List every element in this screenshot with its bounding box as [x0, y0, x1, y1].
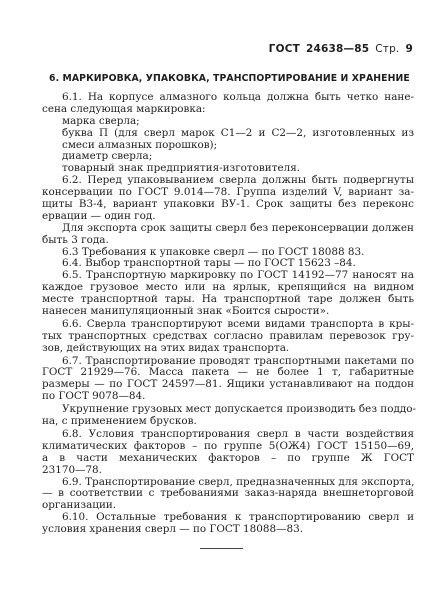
- text-line: диаметр сверла;: [62, 150, 153, 163]
- paragraph-6-7: [42, 356, 414, 404]
- paragraph-enlargement: [42, 403, 417, 428]
- text-line: товарный знак предприятия-изготовителя.: [62, 162, 301, 175]
- text-line: по ГОСТ 9078—84.: [42, 390, 146, 403]
- paragraph-6-6: [42, 319, 414, 355]
- text-line: Укрупнение грузовых мест допускается производить без поддо-: [62, 403, 417, 416]
- text-line: 6.4. Выбор транспортной тары — по ГОСТ 15623 –84.: [62, 257, 356, 270]
- paragraph-marking-letter: [42, 128, 414, 152]
- paragraph-6-5: [42, 270, 414, 318]
- text-line: смеси алмазных порошков);: [62, 138, 218, 151]
- text-line: консервации по ГОСТ 9.014—78. Группа изделий V, вариант за-: [42, 186, 414, 199]
- paragraph-6-9: [42, 477, 414, 513]
- text-line: климатических факторов – по группе 5(ОЖ4) ГОСТ 15150—69,: [42, 439, 414, 452]
- text-line: марка сверла;: [62, 114, 140, 127]
- paragraph-6-8: [42, 429, 414, 477]
- text-line: Для экспорта срок защиты сверл без переконсервации должен: [62, 221, 414, 234]
- header-page-number: 9: [405, 43, 413, 55]
- text-line: а в части механических факторов – по группе Ж ГОСТ: [42, 451, 414, 464]
- text-line: тых транспортных средствах согласно правилам перевозок гру-: [42, 329, 414, 342]
- paragraph-6-10: [42, 512, 414, 536]
- text-line: 6.5. Транспортную маркировку по ГОСТ 14192—77 наносят на: [62, 269, 414, 282]
- text-line: 6.6. Сверла транспортируют всеми видами транспорта в кры-: [62, 317, 414, 330]
- text-line: зов, действующих на этих видах транспорта.: [42, 341, 290, 354]
- text-line: организации.: [42, 499, 117, 512]
- text-line: размеры — по ГОСТ 24597—81. Ящики устанавливают на поддон: [42, 378, 414, 391]
- text-line: месте транспортной тары. На транспортной таре должен быть: [42, 293, 414, 306]
- body-text: [42, 91, 417, 536]
- text-line: 6.3 Требования к упаковке сверл — по ГОСТ 18088 83.: [62, 245, 365, 258]
- paragraph-6-2: [42, 175, 414, 223]
- text-line: 6.1. На корпусе алмазного кольца должна быть четко нане-: [62, 91, 414, 103]
- running-header: [263, 43, 413, 55]
- text-line: ервации — один год.: [42, 209, 156, 222]
- text-line: каждое грузовое место или на ярлык, крепящийся на видном: [42, 281, 414, 294]
- text-line: 6.7. Транспортирование проводят транспортными пакетами по: [62, 354, 414, 367]
- text-line: быть 3 года.: [42, 233, 109, 246]
- header-page-label: Стр.: [375, 43, 400, 55]
- text-line: — в соответствии с требованиями заказ-наряда внешнеторговой: [42, 487, 414, 500]
- text-line: сена следующая маркировка:: [42, 102, 206, 115]
- text-line: 23170—78.: [42, 463, 102, 476]
- text-line: нанесен манипуляционный знак «Боится сырости».: [42, 305, 330, 318]
- header-standard: ГОСТ: [268, 43, 300, 55]
- section-title: 6. МАРКИРОВКА, УПАКОВКА, ТРАНСПОРТИРОВАНИЕ И ХРАНЕНИЕ: [49, 73, 410, 84]
- paragraph-6-1: [42, 92, 414, 116]
- end-divider: [200, 548, 243, 549]
- text-line: 6.9. Транспортирование сверл, предназначенных для экспорта,: [62, 475, 415, 488]
- paragraph-export-protection: [42, 223, 414, 247]
- text-line: на, с применением брусков.: [42, 415, 197, 428]
- text-line: буква П (для сверл марок С1—2 и С2—2, изготовленных из: [62, 126, 414, 139]
- text-line: 6.8. Условия транспортирования сверл в части воздействия: [62, 427, 414, 440]
- text-line: щиты В3-4, вариант упаковки ВУ-1. Срок защиты без переконс: [42, 198, 414, 211]
- text-line: 6.10. Остальные требования к транспортированию сверл и: [62, 511, 414, 524]
- text-line: 6.2. Перед упаковыванием сверла должны быть подвергнуты: [62, 174, 414, 187]
- header-number: 24638—85: [305, 43, 370, 55]
- paragraph-marking-grade: [42, 116, 414, 128]
- text-line: условия хранения сверл — по ГОСТ 18088—83.: [42, 523, 304, 536]
- text-line: ГОСТ 21929—76. Масса пакета — не более 1 т, габаритные: [42, 366, 414, 379]
